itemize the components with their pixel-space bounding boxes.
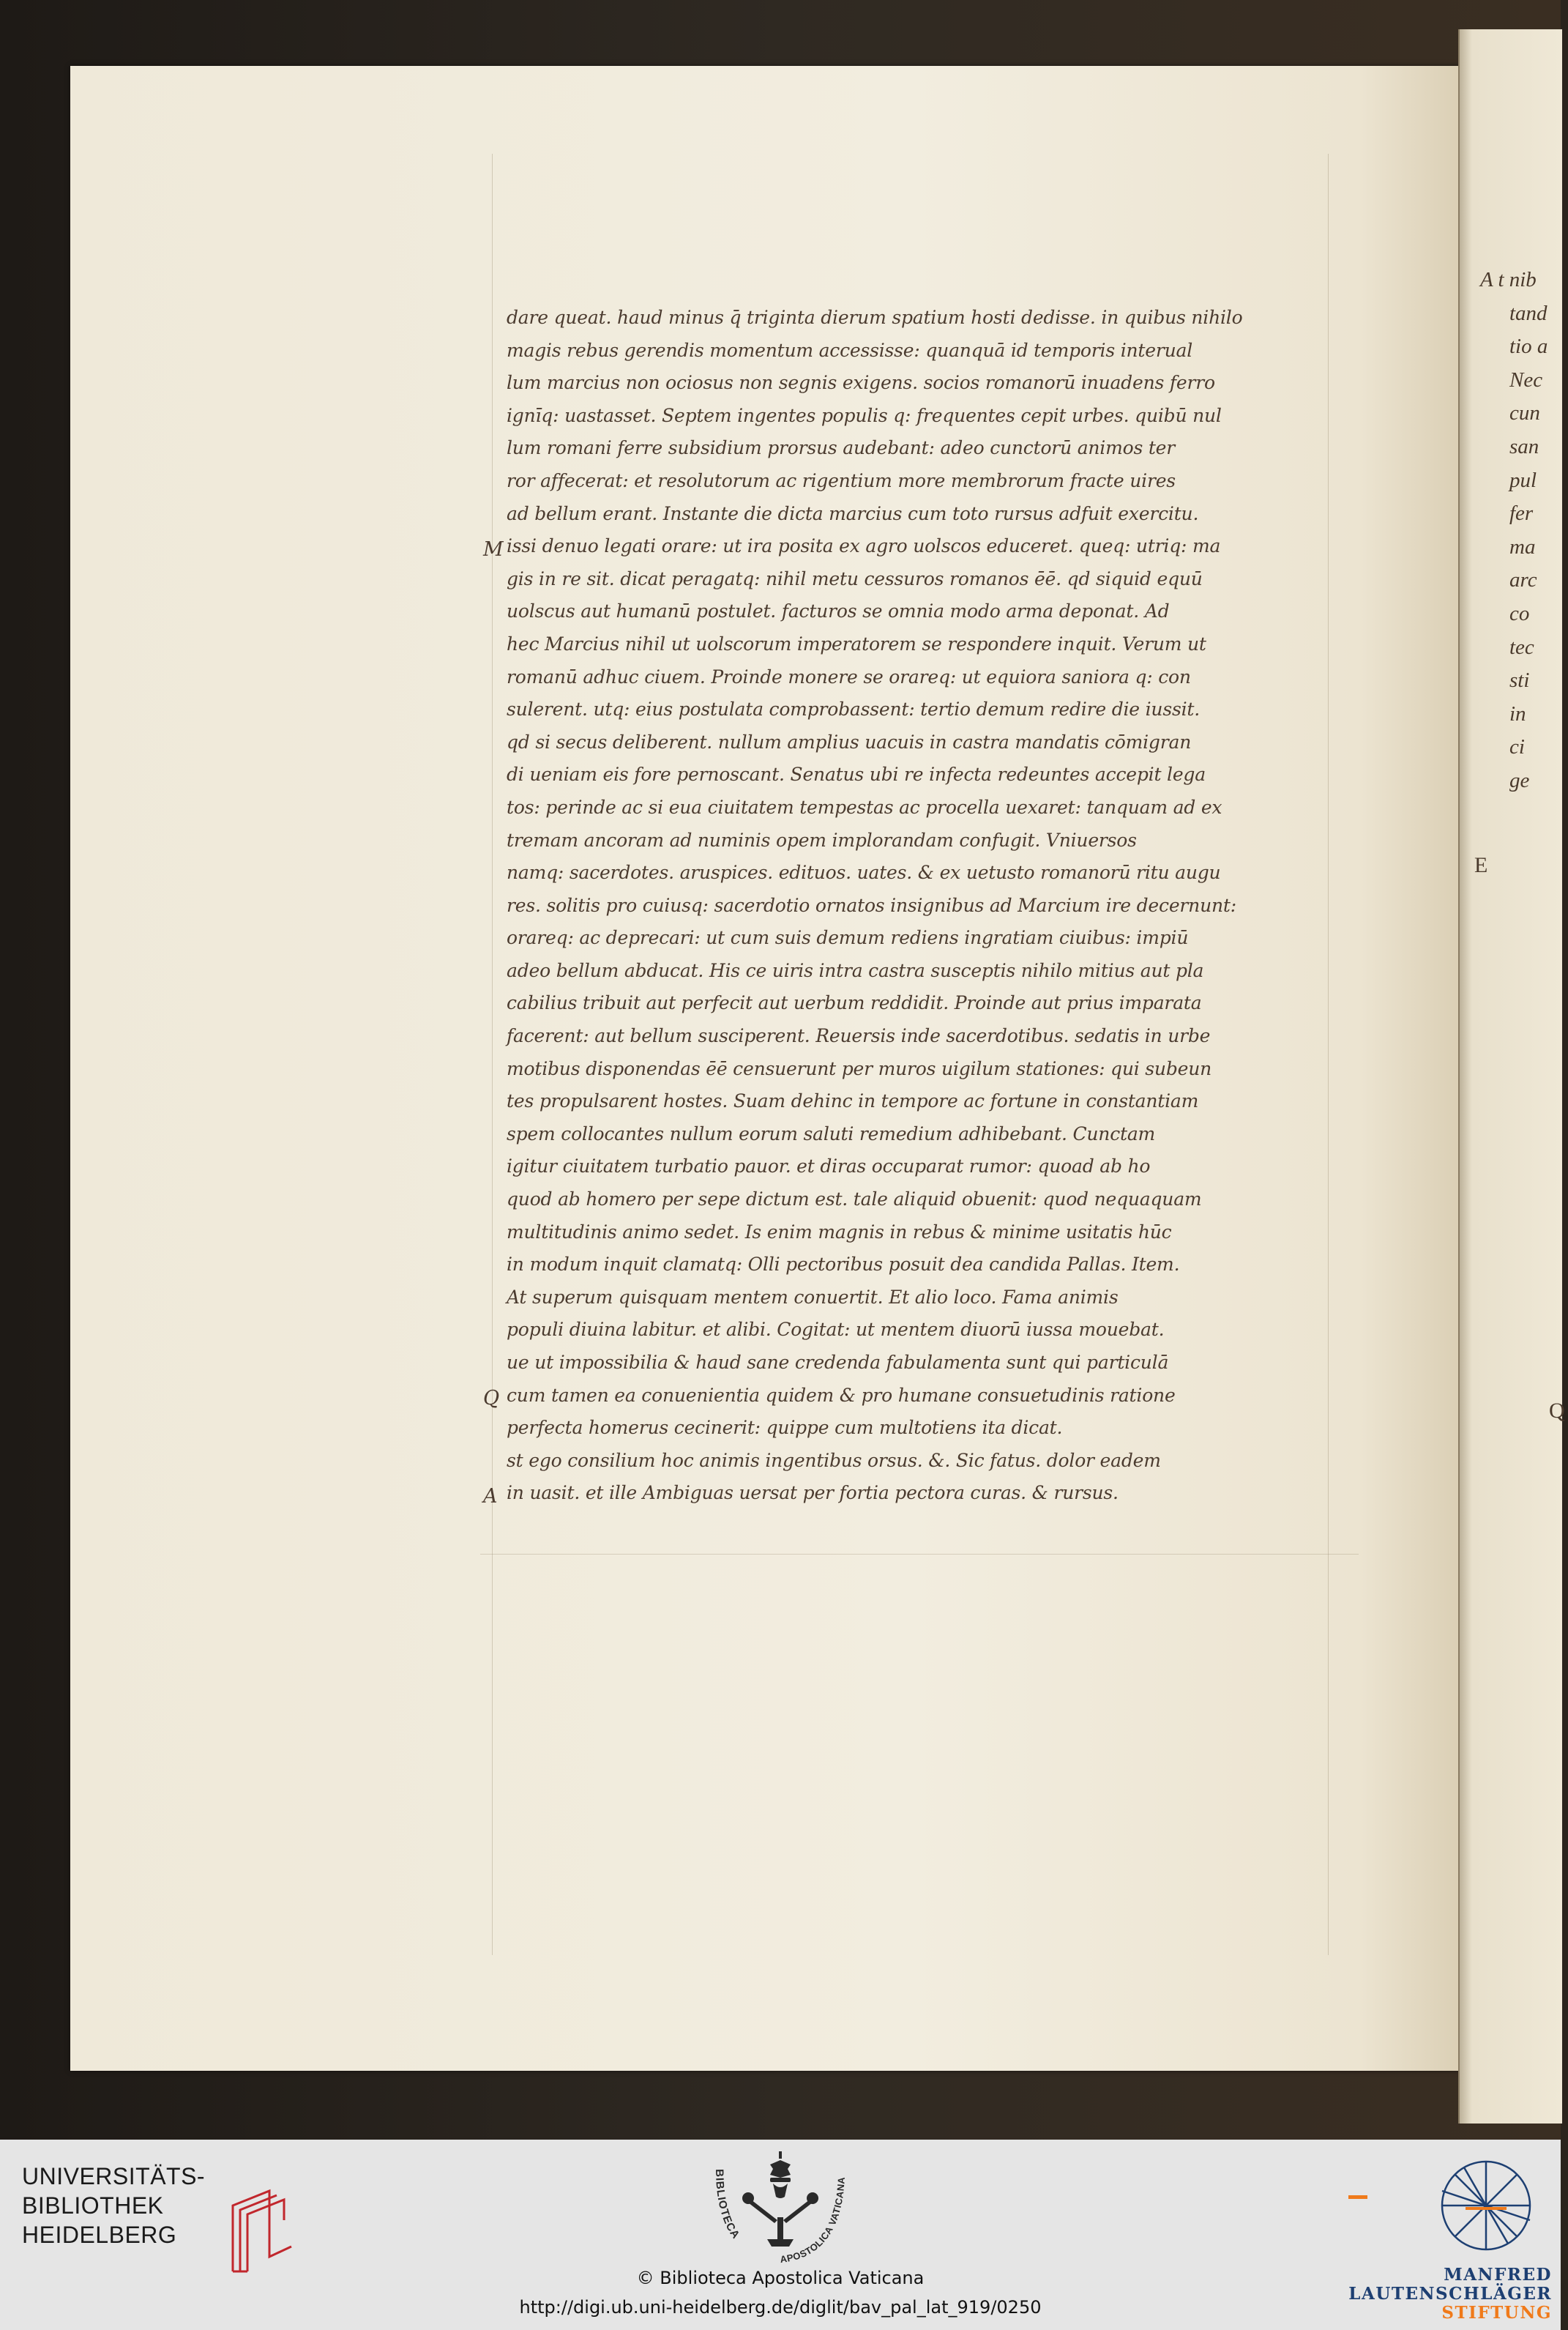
next-page-line: arc bbox=[1509, 568, 1537, 592]
text-line: facerent: aut bellum susciperent. Reuersis inde sacerdotibus. sedatis in urbe bbox=[507, 1025, 1211, 1047]
next-page-line: pul bbox=[1509, 468, 1537, 492]
foundation-name: MANFRED LAUTENSCHLÄGER STIFTUNG bbox=[1348, 2265, 1552, 2323]
text-line: romanū adhuc ciuem. Proinde monere se orareq: ut equiora saniora q: con bbox=[507, 666, 1191, 688]
text-line: perfecta homerus cecinerit: quippe cum multotiens ita dicat. bbox=[507, 1417, 1063, 1439]
text-line: sulerent. utq: eius postulata comprobassent: tertio demum redire die iussit. bbox=[507, 699, 1200, 721]
foundation-globe-icon bbox=[1340, 2154, 1552, 2264]
next-page-line: co bbox=[1509, 601, 1530, 625]
svg-text:APOSTOLICA VATICANA bbox=[780, 2176, 847, 2265]
text-line: motibus disponendas ēē censuerunt per muros uigilum stationes: qui subeun bbox=[507, 1057, 1212, 1079]
text-line: in modum inquit clamatq: Olli pectoribus posuit dea candida Pallas. Item. bbox=[507, 1254, 1180, 1276]
text-line: spem collocantes nullum eorum saluti remedium adhibebant. Cunctam bbox=[507, 1123, 1156, 1144]
footer-bar bbox=[0, 2140, 1561, 2330]
university-library-logo[interactable] bbox=[22, 2162, 205, 2249]
library-name: UNIVERSITÄTS- BIBLIOTHEK HEIDELBERG bbox=[22, 2163, 206, 2248]
vatican-seal-lettering bbox=[694, 2147, 867, 2271]
text-line: uolscus aut humanū postulet. facturos se omnia modo arma deponat. Ad bbox=[507, 600, 1170, 622]
foundation-logo[interactable] bbox=[1340, 2154, 1552, 2323]
text-line: lum marcius non ociosus non segnis exigens. socios romanorū inuadens ferro bbox=[507, 372, 1215, 394]
text-line: orareq: ac deprecari: ut cum suis demum rediens ingratiam ciuibus: impiū bbox=[507, 927, 1189, 949]
text-line: gis in re sit. dicat peragatq: nihil metu cessuros romanos ēē. qd siquid equū bbox=[507, 567, 1203, 589]
text-line: ue ut impossibilia & haud sane credenda fabulamenta sunt qui particulā bbox=[507, 1352, 1169, 1373]
svg-text:BIBLIOTECA bbox=[713, 2169, 742, 2241]
text-line: namq: sacerdotes. aruspices. edituos. uates. & ex uetusto romanorū ritu augu bbox=[507, 862, 1221, 884]
next-page-line: sti bbox=[1509, 669, 1530, 693]
ruling-line-left bbox=[492, 154, 493, 1955]
text-line: At superum quisquam mentem conuertit. Et alio loco. Fama animis bbox=[507, 1286, 1119, 1308]
next-page-line: san bbox=[1509, 434, 1539, 458]
text-line: tes propulsarent hostes. Suam dehinc in tempore ac fortune in constantiam bbox=[507, 1090, 1199, 1112]
next-page-line: ma bbox=[1509, 535, 1536, 559]
next-page-line: A t nib bbox=[1480, 268, 1537, 291]
next-page-line: tio a bbox=[1509, 335, 1548, 359]
text-line: res. solitis pro cuiusq: sacerdotio ornatos insignibus ad Marcium ire decernunt: bbox=[507, 894, 1236, 916]
text-line: in uasit. et ille Ambiguas uersat per fortia pectora curas. & rursus. bbox=[507, 1482, 1119, 1504]
manuscript-text bbox=[507, 302, 1363, 1510]
initial-letter-a: A bbox=[483, 1485, 498, 1508]
next-page-text bbox=[1480, 264, 1568, 798]
text-line: ignīq: uastasset. Septem ingentes populis q: frequentes cepit urbes. quibū nul bbox=[507, 404, 1222, 426]
next-page-edge bbox=[1458, 29, 1565, 2124]
next-page-line: cun bbox=[1509, 401, 1540, 425]
next-page-line: ci bbox=[1509, 735, 1525, 759]
text-line: magis rebus gerendis momentum accessisse: quanquā id temporis interual bbox=[507, 339, 1193, 361]
text-line: hec Marcius nihil ut uolscorum imperatorem se respondere inquit. Verum ut bbox=[507, 633, 1206, 655]
library-emblem-icon bbox=[225, 2176, 296, 2279]
vatican-text-right: APOSTOLICA VATICANA bbox=[779, 2176, 847, 2266]
next-page-initial-e: E bbox=[1474, 853, 1488, 877]
text-line: adeo bellum abducat. His ce uiris intra castra susceptis nihilo mitius aut pla bbox=[507, 959, 1204, 981]
text-line: tremam ancoram ad numinis opem implorandam confugit. Vniuersos bbox=[507, 829, 1137, 851]
text-line: igitur ciuitatem turbatio pauor. et diras occuparat rumor: quoad ab ho bbox=[507, 1155, 1151, 1177]
text-line: populi diuina labitur. et alibi. Cogitat: ut mentem diuorū iussa mouebat. bbox=[507, 1319, 1165, 1341]
text-line: cum tamen ea conuenientia quidem & pro humane consuetudinis ratione bbox=[507, 1384, 1176, 1406]
text-line: lum romani ferre subsidium prorsus audebant: adeo cunctorū animos ter bbox=[507, 437, 1176, 459]
text-line: qd si secus deliberent. nullum amplius uacuis in castra mandatis cōmigran bbox=[507, 731, 1192, 753]
text-line: st ego consilium hoc animis ingentibus orsus. &. Sic fatus. dolor eadem bbox=[507, 1449, 1161, 1471]
next-page-line: Nec bbox=[1509, 368, 1543, 392]
text-line: dare queat. haud minus q̄ triginta dierum spatium hosti dedisse. in quibus nihilo bbox=[507, 307, 1243, 328]
next-page-line: tand bbox=[1509, 301, 1548, 325]
next-page-line: ge bbox=[1509, 768, 1530, 792]
text-line: ad bellum erant. Instante die dicta marcius cum toto rursus adfuit exercitu. bbox=[507, 502, 1199, 524]
initial-letter-q: Q bbox=[483, 1387, 500, 1410]
vatican-text-left: BIBLIOTECA bbox=[712, 2169, 743, 2242]
text-line: di ueniam eis fore pernoscant. Senatus ubi re infecta redeuntes accepit lega bbox=[507, 764, 1206, 786]
text-line: tos: perinde ac si eua ciuitatem tempestas ac procella uexaret: tanquam ad ex bbox=[507, 796, 1222, 818]
text-line: quod ab homero per sepe dictum est. tale aliquid obuenit: quod nequaquam bbox=[507, 1188, 1202, 1210]
text-line: issi denuo legati orare: ut ira posita ex agro uolscos educeret. queq: utriq: ma bbox=[507, 535, 1221, 557]
text-line: cabilius tribuit aut perfecit aut uerbum reddidit. Proinde aut prius imparata bbox=[507, 992, 1202, 1014]
next-page-line: in bbox=[1509, 701, 1526, 726]
next-page-initial-q: Q bbox=[1549, 1399, 1565, 1423]
text-line: ror affecerat: et resolutorum ac rigentium more membrorum fracte uires bbox=[507, 469, 1176, 491]
ruling-line-bottom bbox=[480, 1554, 1359, 1555]
initial-letter-m: M bbox=[483, 538, 504, 561]
copyright-notice: © Biblioteca Apostolica Vaticana bbox=[636, 2268, 925, 2288]
text-line: multitudinis animo sedet. Is enim magnis in rebus & minime usitatis hūc bbox=[507, 1221, 1172, 1243]
permalink-url[interactable]: http://digi.ub.uni-heidelberg.de/diglit/bav_pal_lat_919/0250 bbox=[519, 2297, 1042, 2318]
next-page-line: fer bbox=[1509, 502, 1534, 526]
next-page-line: tec bbox=[1509, 635, 1534, 659]
